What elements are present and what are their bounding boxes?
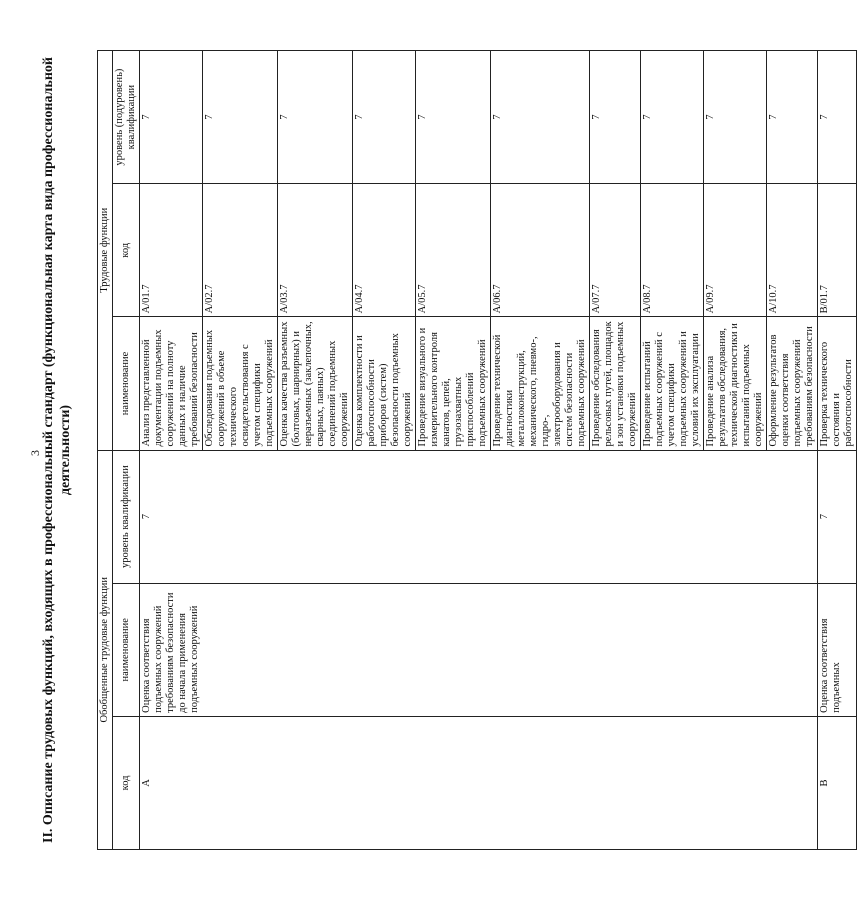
function-name: Проведение визуального и измерительного контроля канатов, цепей, грузозахватных приспособлений подъемных сооружений [416,317,491,450]
function-level: 7 [641,51,704,184]
function-name: Оформление результатов оценки соответствия подъемных сооружений требованиям безопасности [767,317,818,450]
function-level: 7 [704,51,767,184]
header-function-name: наименование [113,317,140,450]
table-row [140,51,203,850]
function-code: A/06.7 [491,184,590,317]
function-code: A/01.7 [140,184,203,317]
group-name: Оценка соответствия подъемных [818,583,857,716]
function-code: B/01.7 [818,184,857,317]
group-level: 7 [818,450,857,583]
function-name: Оценка качества разъемных (болтовых, шарнирных) и неразъемных (заклепочных, сварных, паяных) соединений подъемных сооружений [278,317,353,450]
function-level: 7 [203,51,278,184]
function-name: Анализ представленной документации подъемных сооружений на полноту данных и наличие требований безопасности [140,317,203,450]
page-number: 3 [28,450,42,456]
table-row [818,51,857,850]
function-code: A/05.7 [416,184,491,317]
group-level: 7 [140,450,818,583]
header-generalized: Обобщенные трудовые функции [98,450,113,849]
function-name: Проведение технической диагностики металлоконструкций, механического, пневмо-, гидро-, электрооборудования и систем безопасности подъемных сооружений [491,317,590,450]
labor-functions-table [97,50,857,850]
header-name: наименование [113,583,140,716]
header-code: код [113,716,140,849]
function-code: A/08.7 [641,184,704,317]
table-body [140,51,857,850]
header-level: уровень квалификации [113,450,140,583]
group-code: A [140,716,818,849]
header-sublevel: уровень (подуровень) квалификации [113,51,140,184]
function-level: 7 [140,51,203,184]
function-level: 7 [278,51,353,184]
group-name: Оценка соответствия подъемных сооружений требованиям безопасности до начала применения подъемных сооружений [140,583,818,716]
function-name: Проведение анализа результатов обследования, технической диагностики и испытаний подъемных сооружений [704,317,767,450]
group-code: B [818,716,857,849]
function-code: A/10.7 [767,184,818,317]
function-level: 7 [491,51,590,184]
function-name: Оценка комплектности и работоспособности приборов (систем) безопасности подъемных сооружений [353,317,416,450]
header-labor: Трудовые функции [98,51,113,451]
function-code: A/02.7 [203,184,278,317]
function-code: A/09.7 [704,184,767,317]
function-level: 7 [353,51,416,184]
function-name: Проведение обследования рельсовых путей, площадок и зон установки подъемных сооружений [590,317,641,450]
function-level: 7 [416,51,491,184]
section-heading: II. Описание трудовых функций, входящих в профессиональный стандарт (функциональная карта вида профессиональной деятельности) [41,57,73,843]
function-level: 7 [590,51,641,184]
function-name: Проверка технического состояния и работоспособности [818,317,857,450]
function-code: A/03.7 [278,184,353,317]
function-code: A/07.7 [590,184,641,317]
function-level: 7 [767,51,818,184]
function-name: Проведение испытаний подъемных сооружений с учетом специфики подъемных сооружений и условий их эксплуатации [641,317,704,450]
function-level: 7 [818,51,857,184]
header-function-code: код [113,184,140,317]
function-name: Обследования подъемных сооружений в объеме технического освидетельствования с учетом специфики подъемных сооружений [203,317,278,450]
function-code: A/04.7 [353,184,416,317]
